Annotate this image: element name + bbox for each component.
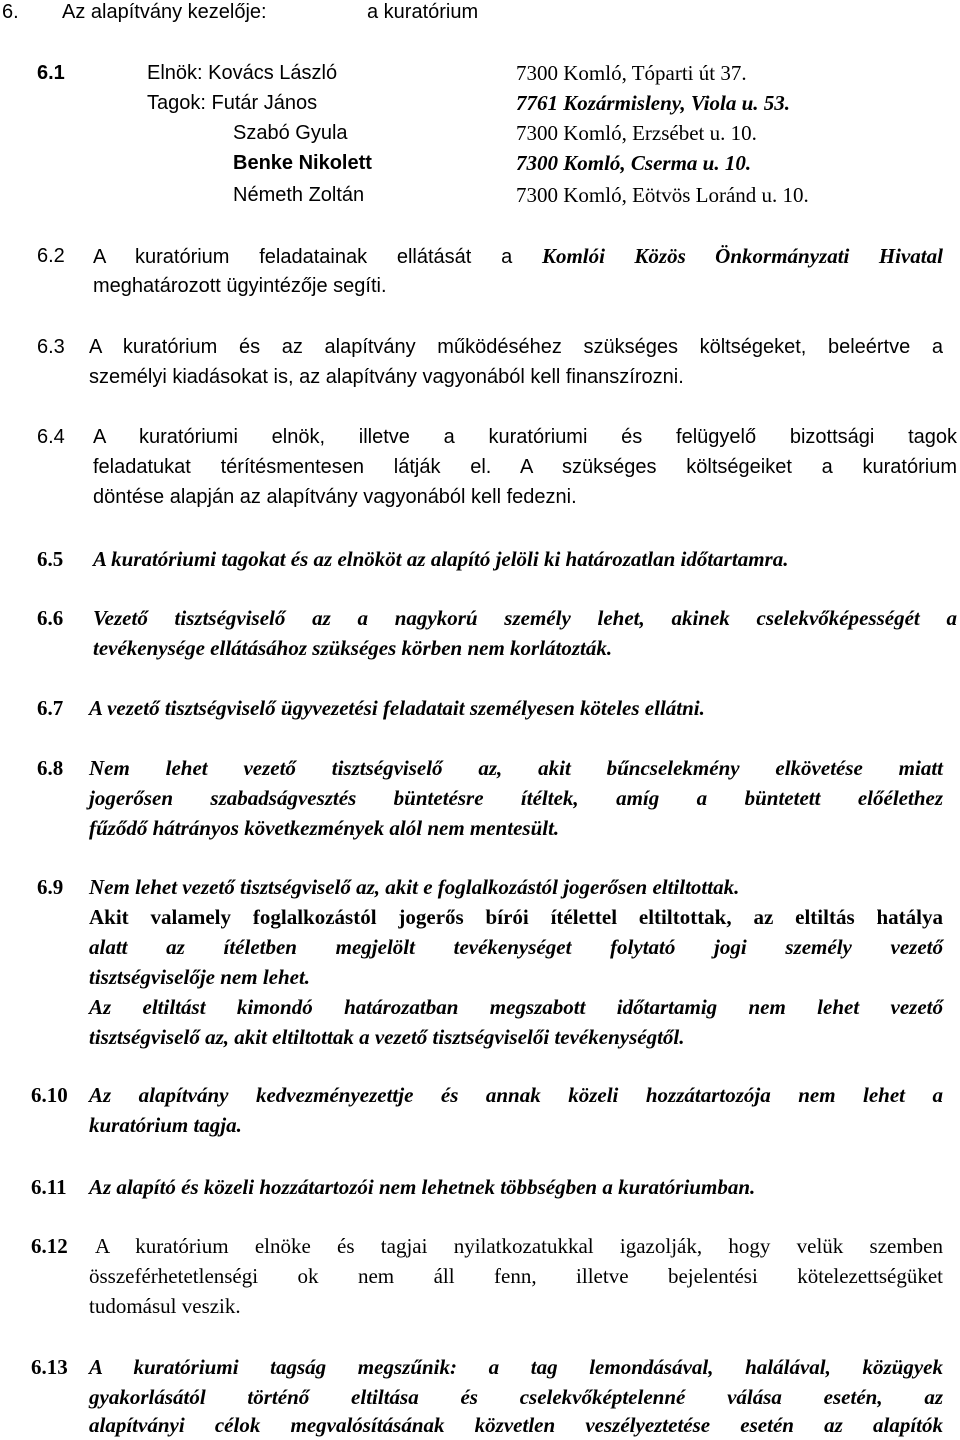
paragraph-number: 6.4: [37, 426, 65, 448]
paragraph-6-2-line1: [93, 241, 943, 271]
paragraph-6-9-line3: alatt az ítéletben megjelölt tevékenységet folytató jogi személy vezető: [89, 935, 943, 959]
paragraph-text: A kuratórium feladatainak ellátását a: [93, 246, 513, 268]
paragraph-6-8-line1: Nem lehet vezető tisztségviselő az, akit bűncselekmény elkövetése miatt: [89, 756, 943, 780]
paragraph-6-4-line3: döntése alapján az alapítvány vagyonából kell fedezni.: [93, 486, 577, 508]
paragraph-number: 6.11: [31, 1175, 67, 1199]
paragraph-6-8-line2: jogerősen szabadságvesztés büntetésre ítéltek, amíg a büntetett előélethez: [89, 786, 943, 810]
paragraph-number: 6.7: [37, 696, 64, 720]
paragraph-6-4-line2: feladatukat térítésmentesen látják el. A szükséges költségeiket a kuratórium: [93, 456, 957, 478]
member-address: 7761 Kozármisleny, Viola u. 53.: [516, 91, 791, 115]
member-name: Benke Nikolett: [233, 152, 372, 174]
member-name: Németh Zoltán: [233, 184, 365, 206]
paragraph-6-12-line1: A kuratórium elnöke és tagjai nyilatkozatukkal igazolják, hogy velük szemben: [95, 1234, 943, 1258]
paragraph-6-4-line1: A kuratóriumi elnök, illetve a kuratóriumi és felügyelő bizottsági tagok: [93, 426, 957, 448]
section-title: Az alapítvány kezelője:: [62, 1, 267, 23]
paragraph-6-8-line3: fűződő hátrányos következmények alól nem mentesült.: [89, 816, 560, 840]
paragraph-6-10-line2: kuratórium tagja.: [89, 1113, 242, 1137]
member-name: Szabó Gyula: [233, 122, 348, 144]
paragraph-number: 6.13: [31, 1355, 68, 1379]
paragraph-6-3-line2: személyi kiadásokat is, az alapítvány vagyonából kell finanszírozni.: [89, 366, 684, 388]
paragraph-6-2-line2: meghatározott ügyintézője segíti.: [93, 275, 387, 297]
section-number: 6.: [2, 1, 19, 23]
paragraph-emphasis: Komlói Közös Önkormányzati Hivatal: [541, 244, 943, 268]
paragraph-6-12-line3: tudomásul veszik.: [89, 1294, 241, 1318]
paragraph-number: 6.9: [37, 875, 64, 899]
member-address: 7300 Komló, Cserma u. 10.: [516, 151, 752, 175]
paragraph-6-6-line1: Vezető tisztségviselő az a nagykorú személy lehet, akinek cselekvőképességét a: [93, 606, 957, 630]
paragraph-6-9-line4: tisztségviselője nem lehet.: [89, 965, 311, 989]
member-chair-name: Elnök: Kovács László: [147, 62, 338, 84]
paragraph-6-3-line1: A kuratórium és az alapítvány működéséhez szükséges költségeket, beleértve a: [89, 336, 943, 358]
paragraph-number: 6.5: [37, 547, 64, 571]
member-name: Tagok: Futár János: [147, 92, 318, 114]
paragraph-6-13-line1: A kuratóriumi tagság megszűnik: a tag lemondásával, halálával, közügyek: [89, 1355, 943, 1379]
paragraph-6-9-line6: tisztségviselő az, akit eltiltottak a vezető tisztségviselői tevékenységtől.: [89, 1025, 685, 1049]
section-value: a kuratórium: [367, 1, 479, 23]
paragraph-6-10-line1: Az alapítvány kedvezményezettje és annak közeli hozzátartozója nem lehet a: [89, 1083, 943, 1107]
paragraph-6-11-line1: Az alapító és közeli hozzátartozói nem lehetnek többségben a kuratóriumban.: [89, 1175, 756, 1199]
paragraph-number: 6.2: [37, 245, 65, 267]
paragraph-6-9-line5: Az eltiltást kimondó határozatban megszabott időtartamig nem lehet vezető: [89, 995, 943, 1019]
paragraph-number: 6.8: [37, 756, 64, 780]
paragraph-6-13-line2: gyakorlásától történő eltiltása és cselekvőképtelenné válása esetén, az: [89, 1385, 943, 1409]
paragraph-number: 6.10: [31, 1083, 68, 1107]
member-list-number: 6.1: [37, 62, 65, 84]
paragraph-6-7-line1: A vezető tisztségviselő ügyvezetési feladatait személyesen köteles ellátni.: [89, 696, 705, 720]
paragraph-number: 6.12: [31, 1234, 68, 1258]
paragraph-number: 6.3: [37, 336, 65, 358]
paragraph-6-9-line2: Akit valamely foglalkozástól jogerős bírói ítélettel eltiltottak, az eltiltás hatálya: [89, 905, 943, 929]
paragraph-number: 6.6: [37, 606, 64, 630]
member-address: 7300 Komló, Eötvös Loránd u. 10.: [516, 183, 809, 207]
paragraph-6-12-line2: összeférhetetlenségi ok nem áll fenn, illetve bejelentési kötelezettségüket: [89, 1264, 943, 1288]
paragraph-6-13-line3: alapítványi célok megvalósításának közvetlen veszélyeztetése esetén az alapítók: [89, 1413, 943, 1437]
paragraph-6-5-line1: A kuratóriumi tagokat és az elnököt az alapító jelöli ki határozatlan időtartamra.: [93, 547, 789, 571]
paragraph-6-6-line2: tevékenysége ellátásához szükséges körben nem korlátozták.: [93, 636, 613, 660]
member-chair-address: 7300 Komló, Tóparti út 37.: [516, 61, 747, 85]
paragraph-6-9-line1: Nem lehet vezető tisztségviselő az, akit e foglalkozástól jogerősen eltiltottak.: [89, 875, 740, 899]
member-address: 7300 Komló, Erzsébet u. 10.: [516, 121, 757, 145]
